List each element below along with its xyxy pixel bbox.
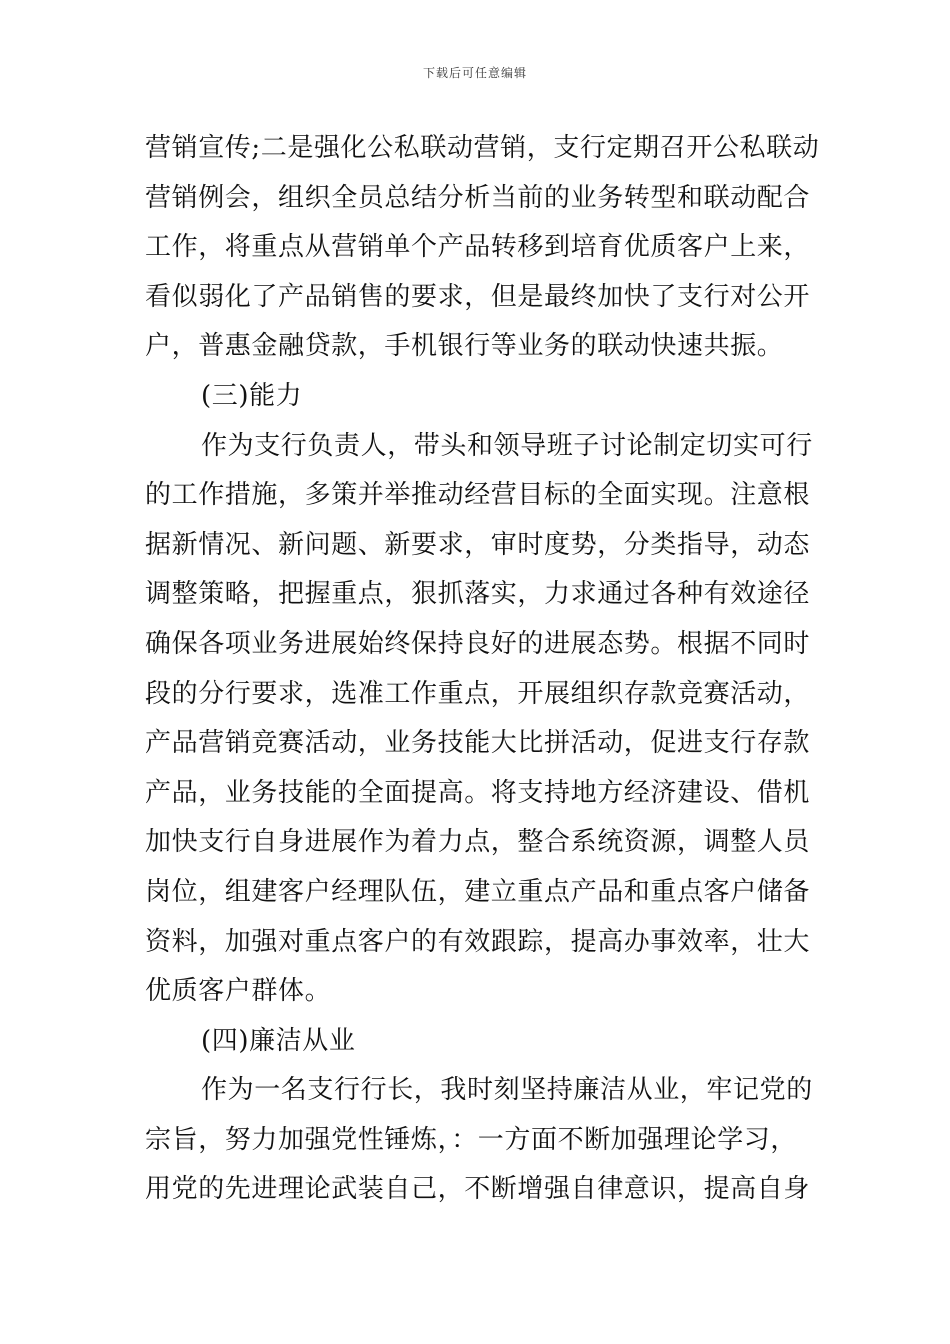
text-line: 作为支行负责人，带头和领导班子讨论制定切实可行 (201, 430, 813, 461)
text-line: 据新情况、新问题、新要求，审时度势，分类指导，动态 (145, 529, 811, 560)
text-line: 加快支行自身进展作为着力点，整合系统资源，调整人员 (145, 827, 811, 858)
text-line: 宗旨，努力加强党性锤炼，：一方面不断加强理论学习， (145, 1124, 798, 1155)
text-line: 工作，将重点从营销单个产品转移到培育优质客户上来， (145, 232, 811, 263)
text-line: 户，普惠金融贷款，手机银行等业务的联动快速共振。 (145, 331, 784, 362)
text-line: 岗位，组建客户经理队伍，建立重点产品和重点客户储备 (145, 876, 811, 907)
text-line: 营销例会，组织全员总结分析当前的业务转型和联动配合 (145, 182, 811, 213)
text-line: 产品，业务技能的全面提高。将支持地方经济建设、借机 (145, 777, 811, 808)
text-line: 的工作措施，多策并举推动经营目标的全面实现。注意根 (145, 480, 811, 511)
text-line: 用党的先进理论武装自己，不断增强自律意识，提高自身 (145, 1174, 811, 1205)
page-header: 下载后可任意编辑 (422, 66, 527, 80)
text-line: 确保各项业务进展始终保持良好的进展态势。根据不同时 (145, 628, 811, 659)
text-line: (三)能力 (201, 380, 303, 411)
text-line: 营销宣传;二是强化公私联动营销，支行定期召开公私联动 (145, 133, 820, 163)
text-line: 调整策略，把握重点，狠抓落实，力求通过各种有效途径 (145, 579, 811, 610)
text-line: 作为一名支行行长，我时刻坚持廉洁从业，牢记党的 (201, 1075, 813, 1106)
document-body (145, 124, 820, 1215)
text-line: 资料，加强对重点客户的有效跟踪，提高办事效率，壮大 (145, 926, 811, 957)
text-line: 看似弱化了产品销售的要求，但是最终加快了支行对公开 (145, 281, 811, 312)
text-line: (四)廉洁从业 (201, 1025, 356, 1056)
text-line: 产品营销竞赛活动，业务技能大比拼活动，促进支行存款 (145, 728, 811, 759)
text-line: 优质客户群体。 (145, 976, 332, 1007)
text-line: 段的分行要求，选准工作重点，开展组织存款竞赛活动， (145, 678, 811, 709)
